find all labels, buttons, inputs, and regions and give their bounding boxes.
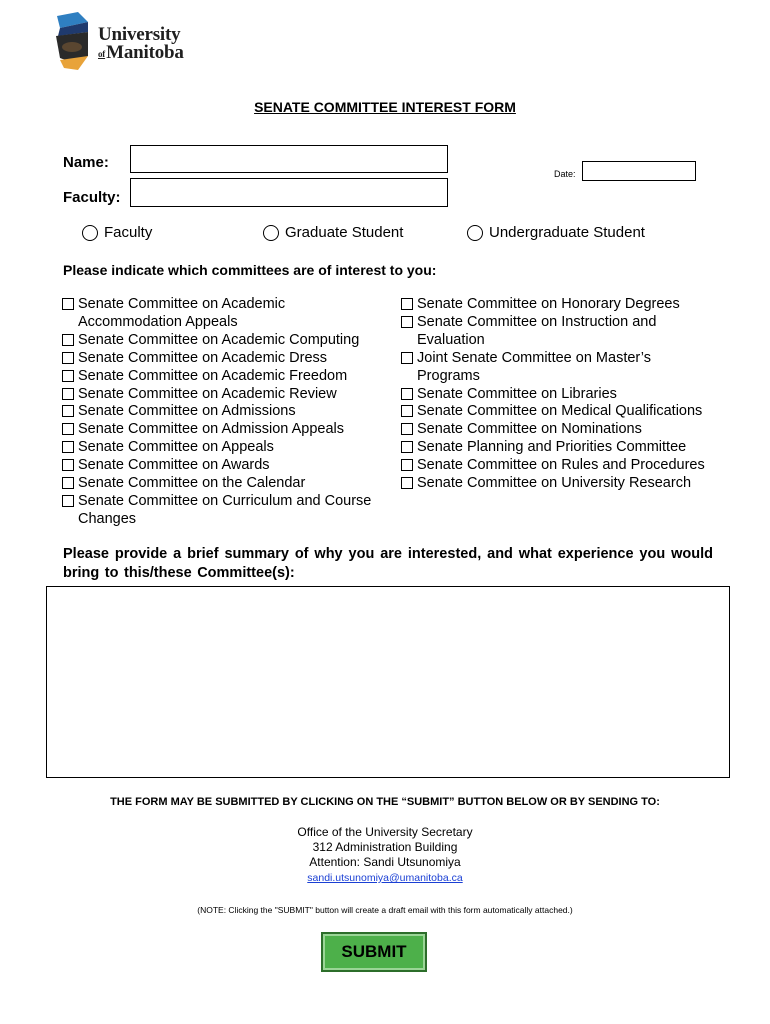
committee-label: Senate Committee on Libraries: [417, 385, 617, 402]
logo-manitoba: Manitoba: [106, 42, 184, 63]
committee-list-right: [401, 296, 731, 493]
logo-of: of: [98, 49, 106, 59]
checkbox-icon[interactable]: [401, 441, 413, 453]
checkbox-icon[interactable]: [401, 298, 413, 310]
summary-heading: Please provide a brief summary of why you are interested, and what experience you would bring to this/these Committee(s):: [63, 546, 713, 581]
radio-circle-icon[interactable]: [82, 225, 98, 241]
checkbox-icon[interactable]: [62, 370, 74, 382]
committee-item[interactable]: [62, 457, 392, 475]
committee-item[interactable]: [62, 296, 392, 332]
committee-item[interactable]: [401, 421, 731, 439]
committee-item[interactable]: [62, 332, 392, 350]
committee-item[interactable]: [401, 403, 731, 421]
address-office: Office of the University Secretary: [297, 825, 473, 839]
checkbox-icon[interactable]: [62, 477, 74, 489]
committee-label: Senate Committee on Appeals: [78, 439, 274, 456]
checkbox-icon[interactable]: [401, 423, 413, 435]
address-block: [0, 825, 770, 886]
checkbox-icon[interactable]: [62, 441, 74, 453]
checkbox-icon[interactable]: [401, 352, 413, 364]
radio-graduate-student[interactable]: [263, 224, 403, 241]
committee-label: Senate Planning and Priorities Committee: [417, 439, 687, 456]
checkbox-icon[interactable]: [62, 405, 74, 417]
committee-item[interactable]: [62, 421, 392, 439]
checkbox-icon[interactable]: [401, 459, 413, 471]
summary-textarea[interactable]: [46, 586, 730, 778]
radio-graduate-label: Graduate Student: [285, 224, 404, 241]
committee-label: Senate Committee on Instruction and Evaluation: [417, 313, 657, 348]
committee-item[interactable]: [401, 350, 731, 386]
committee-label: Senate Committee on Rules and Procedures: [417, 457, 705, 474]
committee-label: Senate Committee on the Calendar: [78, 475, 306, 492]
name-input[interactable]: [130, 145, 448, 173]
date-input[interactable]: [582, 161, 696, 181]
checkbox-icon[interactable]: [62, 388, 74, 400]
address-building: 312 Administration Building: [312, 840, 458, 854]
committee-label: Senate Committee on Academic Computing: [78, 331, 360, 348]
checkbox-icon[interactable]: [62, 352, 74, 364]
checkbox-icon[interactable]: [62, 495, 74, 507]
committee-item[interactable]: [62, 475, 392, 493]
committee-item[interactable]: [401, 457, 731, 475]
committee-label: Joint Senate Committee on Master’s Programs: [417, 349, 651, 384]
checkbox-icon[interactable]: [401, 405, 413, 417]
committee-label: Senate Committee on Curriculum and Course Changes: [78, 492, 372, 527]
committee-item[interactable]: [401, 386, 731, 404]
submit-note: (NOTE: Clicking the "SUBMIT" button will create a draft email with this form automatically attached.): [197, 905, 573, 915]
committee-item[interactable]: [62, 386, 392, 404]
name-label: Name:: [63, 154, 109, 171]
radio-faculty[interactable]: [82, 224, 152, 241]
submit-button[interactable]: SUBMIT: [321, 932, 427, 972]
committee-label: Senate Committee on Academic Freedom: [78, 367, 348, 384]
committee-label: Senate Committee on Nominations: [417, 421, 642, 438]
committee-item[interactable]: [401, 439, 731, 457]
radio-circle-icon[interactable]: [467, 225, 483, 241]
committee-label: Senate Committee on Academic Accommodation Appeals: [78, 296, 286, 330]
form-title: SENATE COMMITTEE INTEREST FORM: [254, 99, 516, 115]
radio-faculty-label: Faculty: [104, 224, 153, 241]
address-attention: Attention: Sandi Utsunomiya: [309, 855, 461, 869]
logo-line1: University: [98, 24, 181, 45]
committee-item[interactable]: [62, 368, 392, 386]
radio-undergraduate-label: Undergraduate Student: [489, 224, 645, 241]
committee-item[interactable]: [401, 475, 731, 493]
checkbox-icon[interactable]: [62, 298, 74, 310]
faculty-input[interactable]: [130, 178, 448, 207]
committee-item[interactable]: [401, 296, 731, 314]
checkbox-icon[interactable]: [62, 423, 74, 435]
committee-label: Senate Committee on Academic Dress: [78, 349, 328, 366]
checkbox-icon[interactable]: [401, 388, 413, 400]
committee-label: Senate Committee on Academic Review: [78, 385, 337, 402]
committee-label: Senate Committee on Awards: [78, 457, 270, 474]
faculty-label: Faculty:: [63, 189, 121, 206]
checkbox-icon[interactable]: [62, 459, 74, 471]
committees-heading: Please indicate which committees are of interest to you:: [63, 262, 437, 278]
radio-undergraduate-student[interactable]: [467, 224, 645, 241]
committee-item[interactable]: [62, 439, 392, 457]
checkbox-icon[interactable]: [401, 477, 413, 489]
university-crest-icon: [54, 12, 92, 72]
committee-item[interactable]: [62, 350, 392, 368]
checkbox-icon[interactable]: [401, 316, 413, 328]
checkbox-icon[interactable]: [62, 334, 74, 346]
committee-list-left: [62, 296, 392, 529]
committee-label: Senate Committee on Medical Qualifications: [417, 403, 703, 420]
committee-label: Senate Committee on University Research: [417, 475, 692, 492]
email-link[interactable]: sandi.utsunomiya@umanitoba.ca: [307, 872, 463, 884]
committee-label: Senate Committee on Admission Appeals: [78, 421, 344, 438]
committee-item[interactable]: [62, 493, 392, 529]
radio-circle-icon[interactable]: [263, 225, 279, 241]
date-label: Date:: [554, 169, 576, 179]
logo-line2: [98, 42, 184, 64]
submission-heading: THE FORM MAY BE SUBMITTED BY CLICKING ON THE “SUBMIT” BUTTON BELOW OR BY SENDING TO:: [110, 796, 660, 808]
committee-item[interactable]: [62, 403, 392, 421]
committee-item[interactable]: [401, 314, 731, 350]
committee-label: Senate Committee on Admissions: [78, 403, 296, 420]
committee-label: Senate Committee on Honorary Degrees: [417, 296, 680, 312]
